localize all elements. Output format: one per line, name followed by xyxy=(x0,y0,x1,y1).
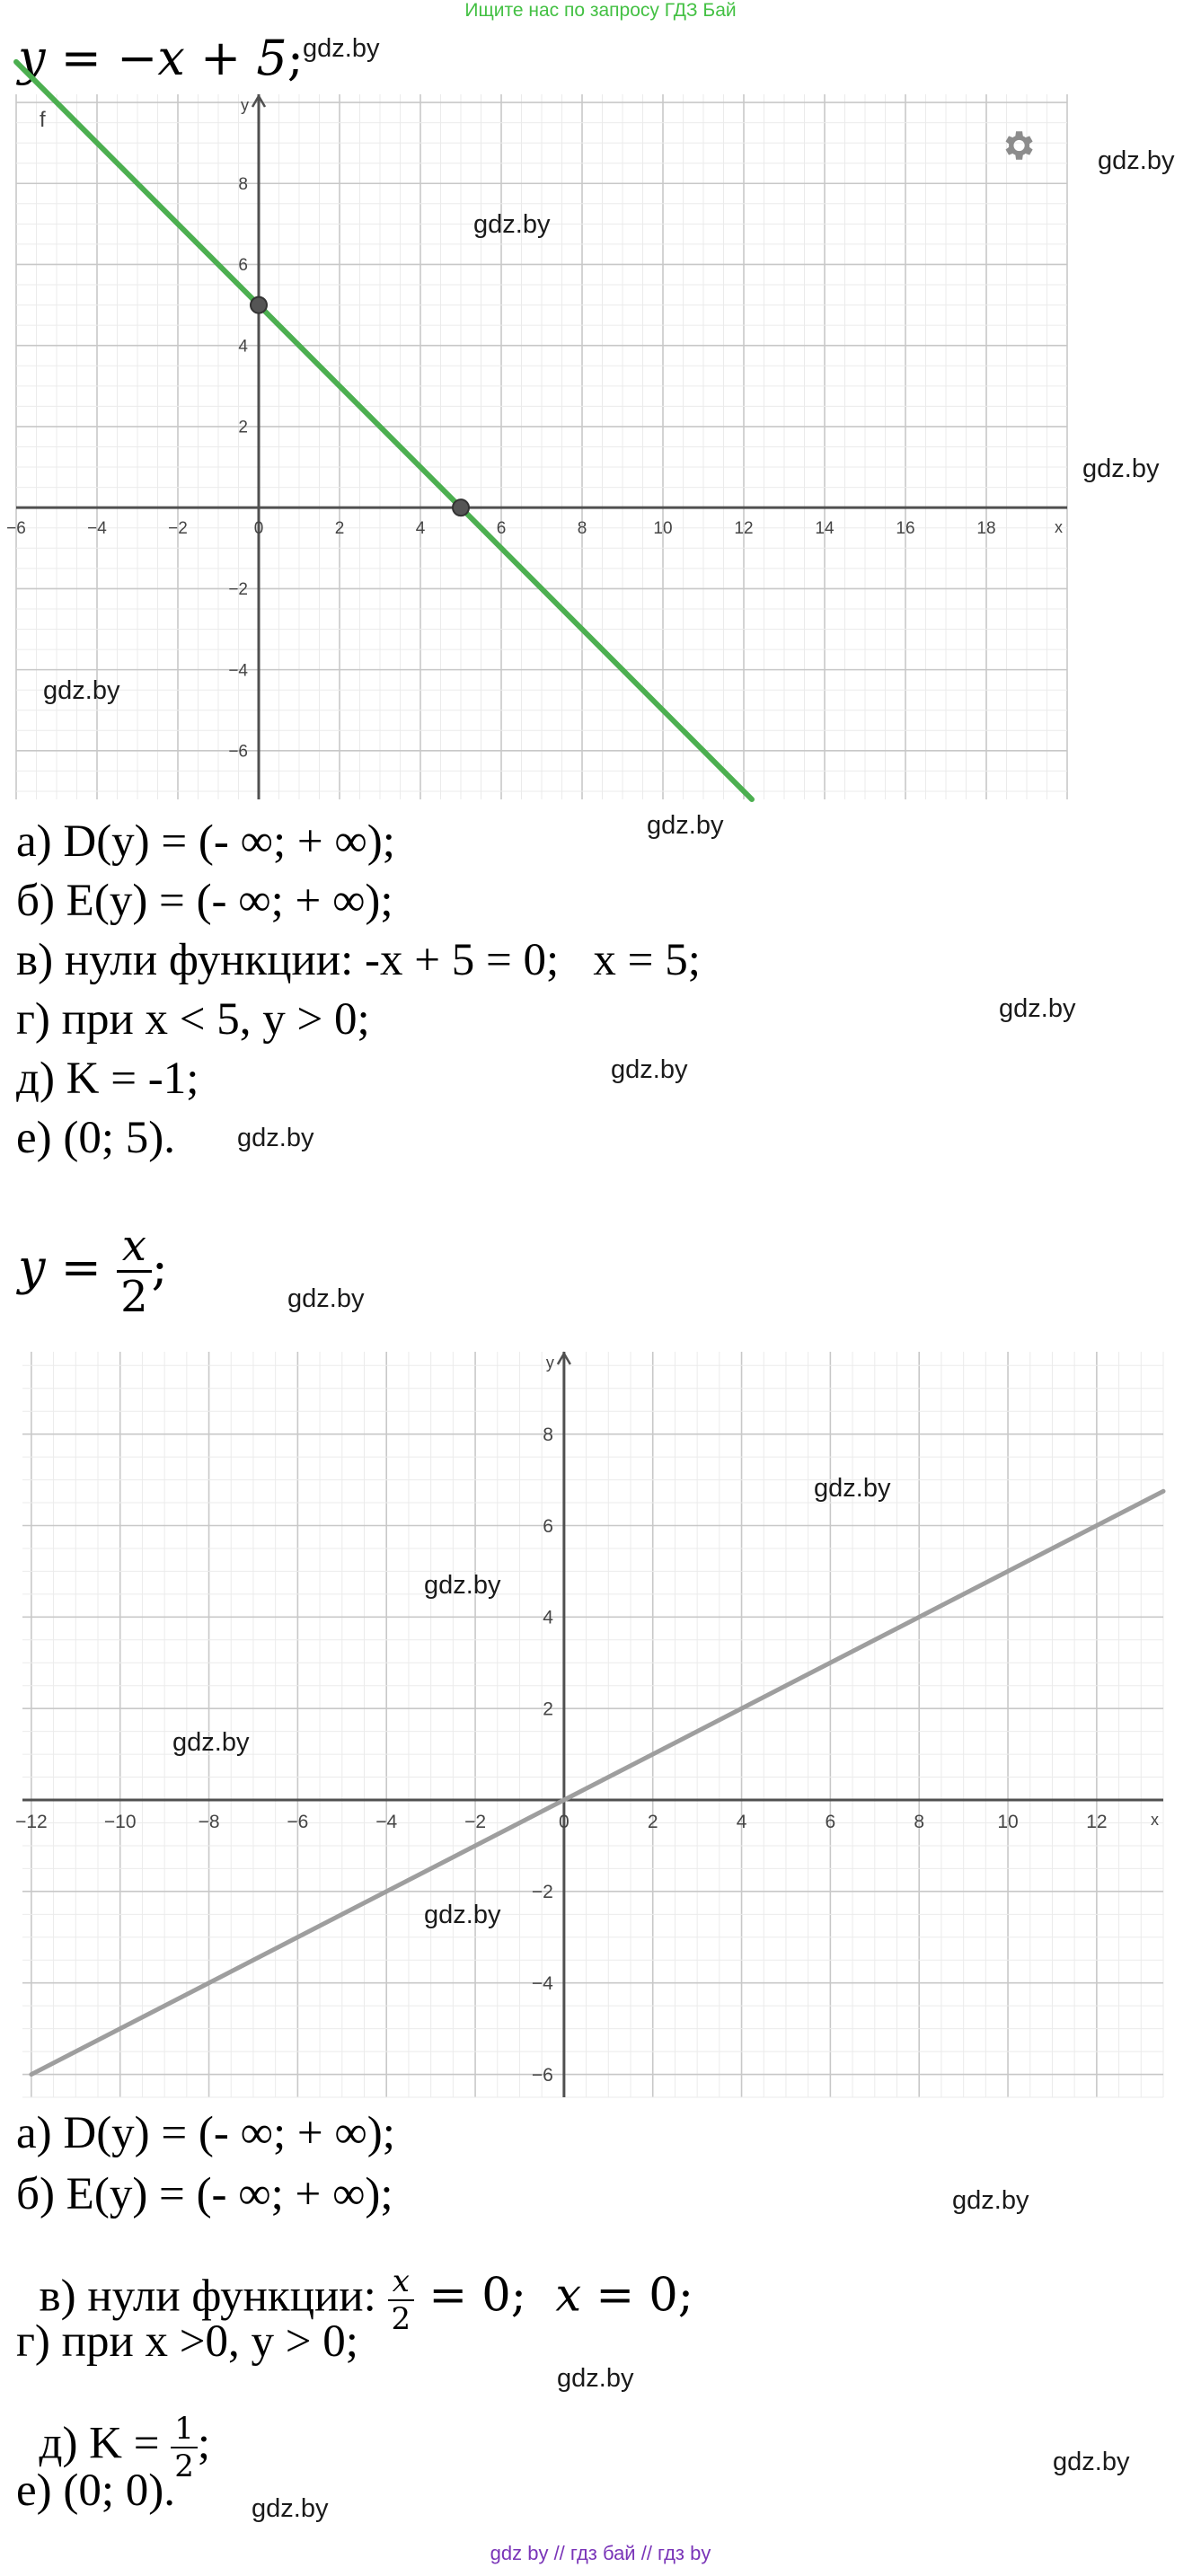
equation-1 xyxy=(18,30,304,86)
y-tick-label: 8 xyxy=(238,174,248,194)
y-tick-label: −6 xyxy=(228,742,248,762)
x-tick-label: 18 xyxy=(976,519,996,539)
answer-1v: в) нули функции: -x + 5 = 0; x = 5; xyxy=(16,935,701,985)
x-tick-label: 4 xyxy=(415,519,426,539)
x-tick-label: −6 xyxy=(6,519,26,539)
graph-2-canvas xyxy=(15,1352,1163,2097)
x-tick-label: 12 xyxy=(1086,1812,1108,1833)
equation-2 xyxy=(18,1221,168,1322)
marked-point xyxy=(251,297,267,313)
y-tick-label: −4 xyxy=(531,1973,553,1995)
top-banner[interactable]: Ищите нас по запросу ГДЗ Бай xyxy=(464,0,737,21)
x-tick-label: 6 xyxy=(825,1812,836,1833)
watermark: gdz.by xyxy=(814,1474,891,1503)
eq1-eq: = xyxy=(45,30,118,86)
y-tick-label: −2 xyxy=(531,1882,553,1903)
x-tick-label: 14 xyxy=(815,519,835,539)
x-tick-label: 0 xyxy=(253,519,264,539)
answer-2d-numerator: 1 xyxy=(171,2413,198,2448)
x-tick-label: −4 xyxy=(375,1812,398,1833)
answer-2v-rest: = 0; x = 0; xyxy=(414,2269,693,2323)
answer-2v-denominator: 2 xyxy=(391,2301,411,2337)
x-tick-label: 2 xyxy=(334,519,345,539)
watermark: gdz.by xyxy=(424,1901,501,1929)
eq1-rhs: −x + 5 xyxy=(117,30,287,86)
answer-2d-end: ; xyxy=(197,2418,211,2469)
answer-2v-numerator: x xyxy=(388,2266,415,2301)
y-tick-label: 6 xyxy=(543,1515,553,1537)
y-tick-label: 2 xyxy=(238,418,248,437)
answer-2d-prefix: д) K = xyxy=(39,2418,172,2469)
eq2-numerator: x xyxy=(117,1224,152,1273)
watermark: gdz.by xyxy=(424,1571,501,1600)
watermark: gdz.by xyxy=(172,1728,250,1757)
answer-1a: а) D(y) = (- ∞; + ∞); xyxy=(16,816,395,867)
eq2-eq: = xyxy=(45,1239,118,1296)
x-tick-label: 10 xyxy=(997,1812,1019,1833)
answer-2d xyxy=(16,2368,210,2482)
y-tick-label: 8 xyxy=(543,1425,553,1446)
answer-2g: г) при x >0, y > 0; xyxy=(16,2316,358,2367)
x-tick-label: 2 xyxy=(647,1812,658,1833)
eq2-fraction xyxy=(117,1221,152,1322)
watermark: gdz.by xyxy=(43,676,120,705)
y-tick-label: 2 xyxy=(543,1698,553,1720)
function-name-label: f xyxy=(40,108,46,132)
x-tick-label: 10 xyxy=(653,519,673,539)
x-tick-label: −4 xyxy=(87,519,107,539)
gear-icon[interactable] xyxy=(999,127,1037,164)
watermark: gdz.by xyxy=(287,1284,365,1313)
eq2-end: ; xyxy=(151,1239,168,1296)
x-tick-label: −10 xyxy=(103,1812,137,1833)
answer-2v-tail: = 0; xyxy=(581,2269,693,2323)
x-axis-label: x xyxy=(1151,1811,1159,1830)
function-line xyxy=(16,62,752,799)
y-tick-label: 4 xyxy=(543,1607,553,1628)
graph-2 xyxy=(15,1352,1163,2097)
answer-1b: б) E(y) = (- ∞; + ∞); xyxy=(16,876,393,926)
watermark: gdz.by xyxy=(557,2364,634,2393)
watermark: gdz.by xyxy=(1098,146,1175,175)
watermark: gdz.by xyxy=(473,210,551,239)
eq1-end: ; xyxy=(287,30,304,86)
answer-1e: е) (0; 5). xyxy=(16,1113,176,1163)
x-tick-label: 0 xyxy=(559,1812,570,1833)
graph-1 xyxy=(6,94,1067,799)
y-axis-label: y xyxy=(545,1354,554,1372)
watermark: gdz.by xyxy=(647,811,724,840)
x-tick-label: 12 xyxy=(734,519,754,539)
x-tick-label: 8 xyxy=(577,519,587,539)
eq1-lhs: y xyxy=(18,30,46,86)
answer-1d: д) K = -1; xyxy=(16,1054,199,1104)
watermark: gdz.by xyxy=(237,1124,314,1152)
watermark: gdz.by xyxy=(1053,2448,1130,2476)
function-line xyxy=(31,1491,1163,2074)
x-tick-label: 16 xyxy=(896,519,915,539)
x-tick-label: −2 xyxy=(464,1812,487,1833)
x-tick-label: −6 xyxy=(287,1812,309,1833)
watermark: gdz.by xyxy=(611,1055,688,1084)
y-tick-label: 4 xyxy=(238,337,248,357)
x-tick-label: 6 xyxy=(496,519,507,539)
x-tick-label: −2 xyxy=(168,519,188,539)
answer-2b: б) E(y) = (- ∞; + ∞); xyxy=(16,2169,393,2219)
answer-2e: е) (0; 0). xyxy=(16,2466,176,2516)
y-axis-label: y xyxy=(241,96,249,114)
eq2-lhs: y xyxy=(18,1239,46,1296)
y-tick-label: −6 xyxy=(531,2064,553,2086)
watermark: gdz.by xyxy=(999,994,1076,1023)
x-tick-label: −8 xyxy=(198,1812,220,1833)
x-tick-label: 8 xyxy=(914,1812,925,1833)
answer-2v-fraction xyxy=(388,2263,415,2337)
watermark: gdz.by xyxy=(303,34,380,63)
eq2-denominator: 2 xyxy=(120,1272,148,1322)
answer-1g: г) при x < 5, y > 0; xyxy=(16,994,370,1045)
x-tick-label: 4 xyxy=(736,1812,747,1833)
marked-point xyxy=(453,499,469,516)
y-tick-label: −2 xyxy=(228,580,248,600)
answer-2d-denominator: 2 xyxy=(174,2448,194,2484)
answer-2a: а) D(y) = (- ∞; + ∞); xyxy=(16,2108,395,2158)
watermark: gdz.by xyxy=(952,2186,1029,2215)
x-axis-label: x xyxy=(1055,518,1063,537)
y-tick-label: −4 xyxy=(228,661,248,681)
watermark: gdz.by xyxy=(252,2494,329,2523)
x-tick-label: −12 xyxy=(15,1812,48,1833)
answer-2v-x: x xyxy=(555,2269,582,2323)
watermark: gdz.by xyxy=(1082,454,1160,483)
answer-2v-prefix: в) нули функции: xyxy=(39,2271,388,2322)
footer-links[interactable]: gdz by // гдз бай // гдз by xyxy=(490,2542,711,2564)
graph-1-canvas xyxy=(6,94,1067,799)
y-tick-label: 6 xyxy=(238,256,248,276)
